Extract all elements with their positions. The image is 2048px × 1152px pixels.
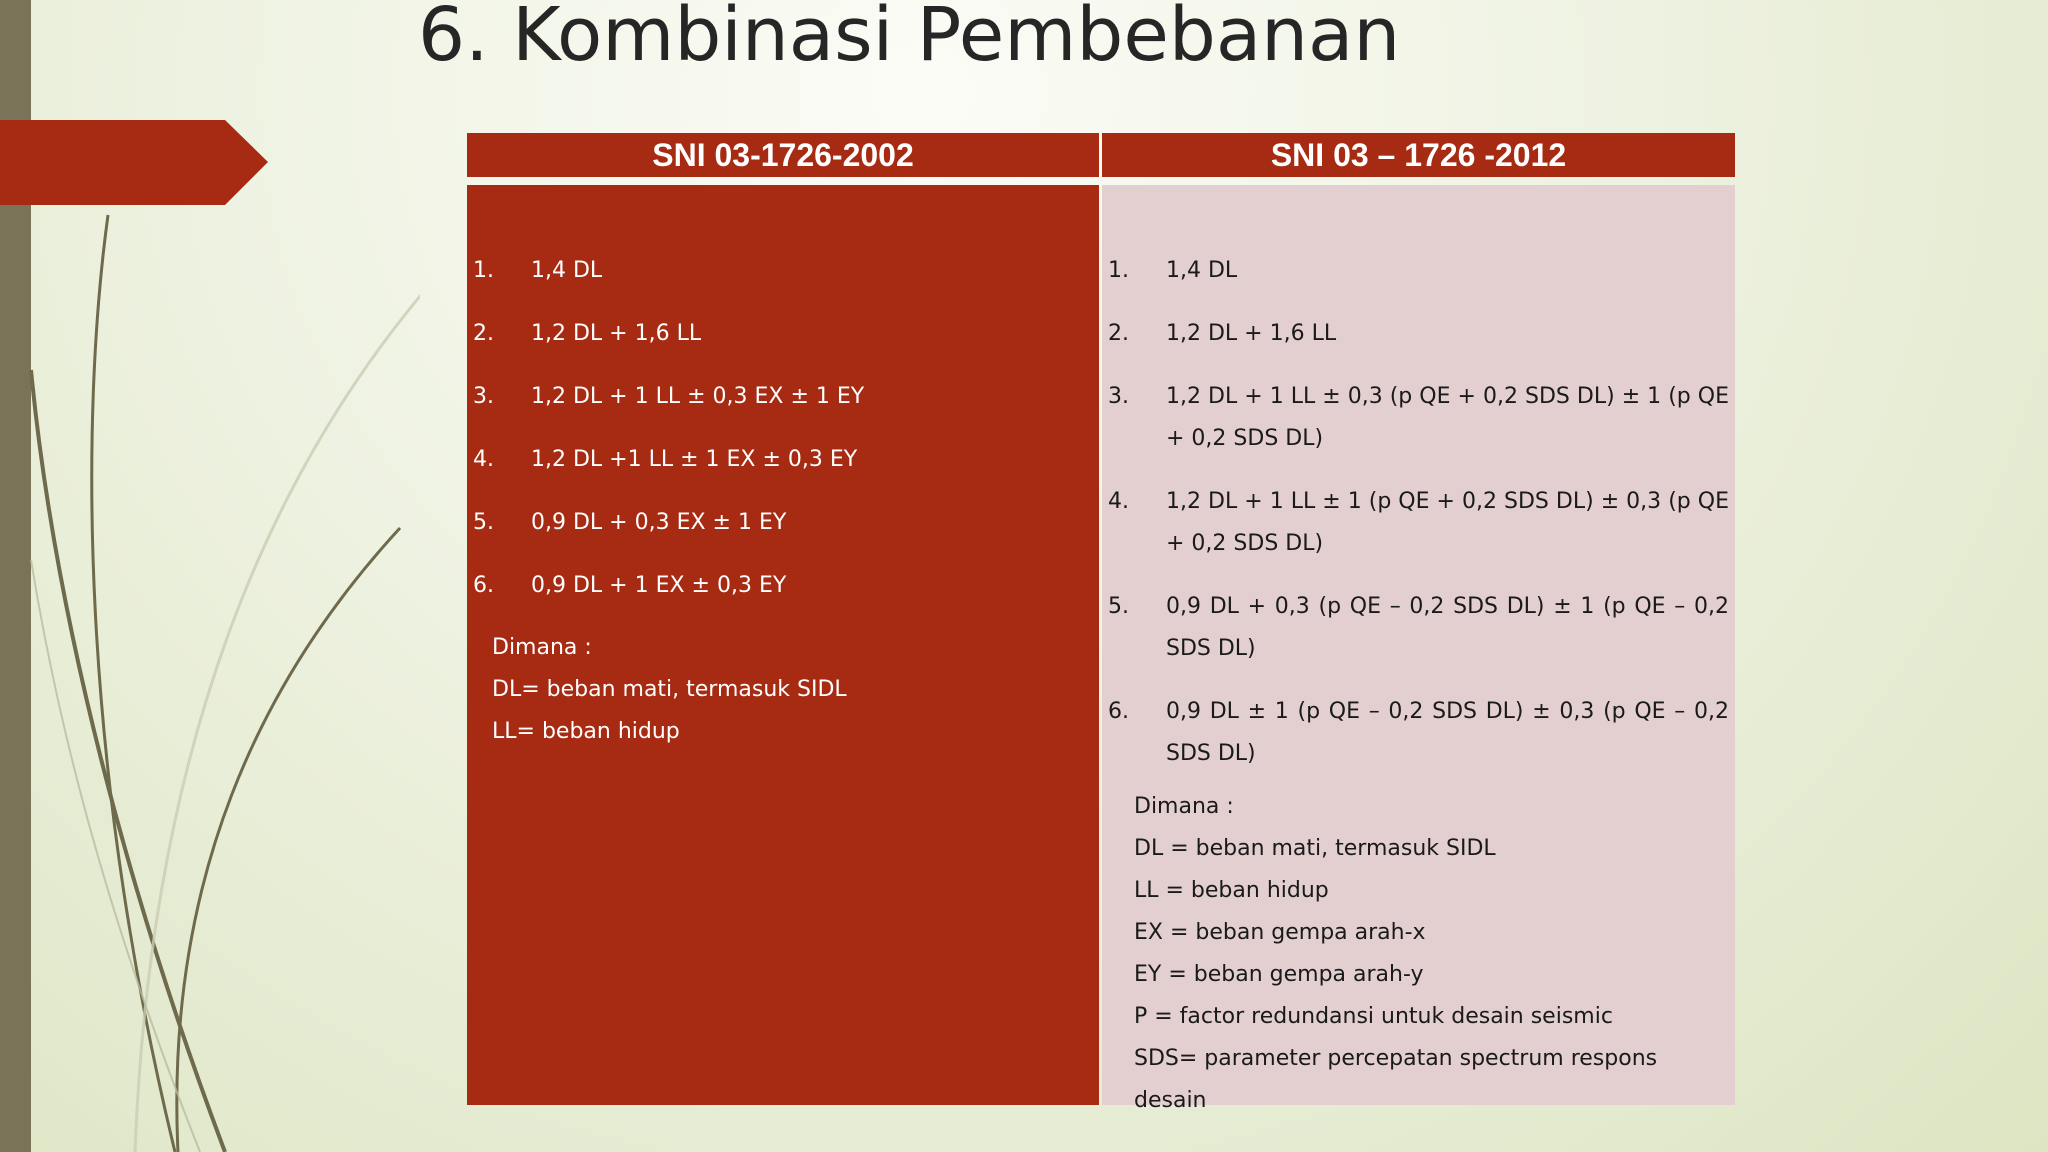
item-text: 1,2 DL + 1 LL ± 1 (p QE + 0,2 SDS DL) ± 0,3 (p QE + 0,2 SDS DL) [1166,489,1729,556]
list-item [1108,313,1729,355]
list-item [473,565,1093,607]
slide-title: 6. Kombinasi Pembebanan [418,0,1401,78]
legend-2002 [492,627,847,753]
item-text: 1,4 DL [1166,258,1238,283]
legend-line: LL= beban hidup [492,719,680,744]
item-text: 1,2 DL +1 LL ± 1 EX ± 0,3 EY [531,447,858,472]
legend-heading: Dimana : [492,635,592,660]
list-item [1108,691,1729,775]
item-number: 2. [1108,321,1129,346]
legend-heading: Dimana : [1134,794,1234,819]
title-arrow-tab [0,120,268,205]
item-number: 3. [1108,384,1129,409]
item-number: 6. [473,573,494,598]
legend-line: SDS= parameter percepatan spectrum respons desain [1134,1046,1658,1113]
legend-line: EY = beban gempa arah-y [1134,962,1424,987]
legend-line: P = factor redundansi untuk desain seismic [1134,1004,1613,1029]
legend-line: DL = beban mati, termasuk SIDL [1134,836,1496,861]
item-number: 1. [473,258,494,283]
list-item [1108,376,1729,460]
item-number: 3. [473,384,494,409]
list-item [1108,250,1729,292]
item-number: 2. [473,321,494,346]
item-number: 4. [1108,489,1129,514]
combination-list-2002 [473,250,1093,628]
list-item [1108,481,1729,565]
item-number: 4. [473,447,494,472]
list-item [1108,586,1729,670]
header-sni-2002: SNI 03-1726-2002 [467,133,1099,177]
item-text: 1,2 DL + 1,6 LL [1166,321,1337,346]
item-text: 0,9 DL + 1 EX ± 0,3 EY [531,573,787,598]
list-item [473,376,1093,418]
list-item [473,250,1093,292]
list-item [473,502,1093,544]
load-combination-table [467,133,1735,1113]
legend-line: LL = beban hidup [1134,878,1329,903]
column-sni-2012 [1102,185,1735,1113]
item-text: 1,4 DL [531,258,603,283]
item-text: 0,9 DL + 0,3 EX ± 1 EY [531,510,787,535]
item-text: 1,2 DL + 1 LL ± 0,3 (p QE + 0,2 SDS DL) ± 1 (p QE + 0,2 SDS DL) [1166,384,1729,451]
item-number: 5. [473,510,494,535]
list-item [473,313,1093,355]
header-sni-2012: SNI 03 – 1726 -2012 [1102,133,1735,177]
column-sni-2002 [467,185,1099,1105]
item-text: 1,2 DL + 1 LL ± 0,3 EX ± 1 EY [531,384,865,409]
combination-list-2012 [1108,250,1729,796]
legend-2012 [1134,786,1735,1122]
legend-line: EX = beban gempa arah-x [1134,920,1426,945]
legend-line: DL= beban mati, termasuk SIDL [492,677,847,702]
item-number: 1. [1108,258,1129,283]
item-number: 6. [1108,699,1129,724]
item-text: 1,2 DL + 1,6 LL [531,321,702,346]
item-text: 0,9 DL ± 1 (p QE – 0,2 SDS DL) ± 0,3 (p QE – 0,2 SDS DL) [1166,699,1729,766]
item-text: 0,9 DL + 0,3 (p QE – 0,2 SDS DL) ± 1 (p QE – 0,2 SDS DL) [1166,594,1729,661]
list-item [473,439,1093,481]
item-number: 5. [1108,594,1129,619]
